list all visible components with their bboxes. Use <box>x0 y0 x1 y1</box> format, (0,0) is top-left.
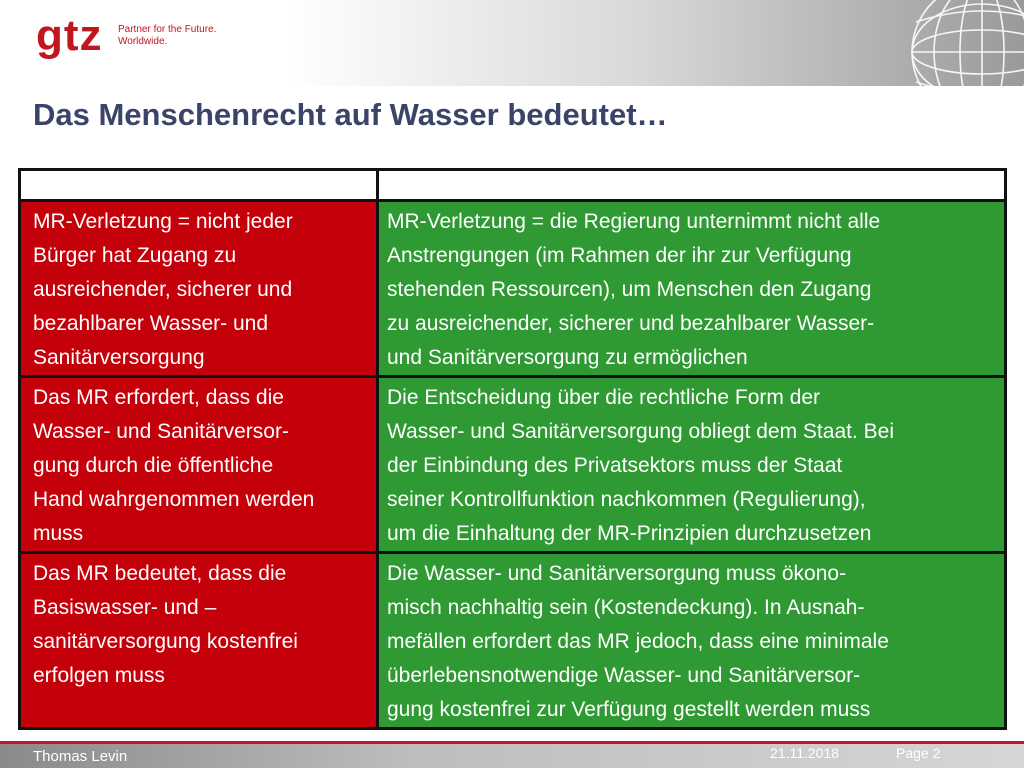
table-row <box>20 553 1006 729</box>
cell-text-line: ausreichender, sicherer und <box>33 278 293 301</box>
misconception-cell <box>20 553 378 729</box>
cell-text-line: MR-Verletzung = nicht jeder <box>33 210 293 233</box>
cell-text-line: Wasser- und Sanitärversorgung obliegt dem Staat. Bei <box>387 420 894 443</box>
tagline-line-2: Worldwide. <box>118 36 168 47</box>
footer-author: Thomas Levin <box>33 748 128 765</box>
cell-text-line: Die Wasser- und Sanitärversorgung muss ökono- <box>387 562 847 585</box>
cell-text-line: erfolgen muss <box>33 664 165 687</box>
slide-footer <box>0 744 1024 768</box>
cell-text-line: und Sanitärversorgung zu ermöglichen <box>387 346 748 369</box>
footer-page-number: Page 2 <box>896 745 941 761</box>
cell-text-line: um die Einhaltung der MR-Prinzipien durchzusetzen <box>387 522 872 545</box>
header-cell-right <box>378 170 1006 201</box>
table-row <box>20 201 1006 377</box>
cell-text-line: Hand wahrgenommen werden <box>33 488 315 511</box>
tagline-line-1: Partner for the Future. <box>118 24 217 35</box>
cell-text-line: Anstrengungen (im Rahmen der ihr zur Verfügung <box>387 244 852 267</box>
footer-date: 21.11.2018 <box>770 745 840 761</box>
cell-text-line: Sanitärversorgung <box>33 346 205 369</box>
logo-tagline <box>118 24 216 48</box>
cell-text-line: mefällen erfordert das MR jedoch, dass eine minimale <box>387 630 889 653</box>
misconception-cell <box>20 201 378 377</box>
correct-meaning-cell <box>378 377 1006 553</box>
slide-header <box>0 0 1024 86</box>
cell-text-line: sanitärversorgung kostenfrei <box>33 630 298 653</box>
cell-text-line: gung durch die öffentliche <box>33 454 274 477</box>
cell-text-line: muss <box>33 522 84 545</box>
cell-text-line: misch nachhaltig sein (Kostendeckung). In Ausnah- <box>387 596 865 619</box>
cell-text-line: Das MR bedeutet, dass die <box>33 562 287 585</box>
cell-text-line: Basiswasser- und – <box>33 596 217 619</box>
cell-text-line: Die Entscheidung über die rechtliche Form der <box>387 386 821 409</box>
cell-text-line: Bürger hat Zugang zu <box>33 244 237 267</box>
cell-text-line: stehenden Ressourcen), um Menschen den Zugang <box>387 278 872 301</box>
cell-text-line: bezahlbarer Wasser- und <box>33 312 268 335</box>
cell-text-line: Das MR erfordert, dass die <box>33 386 284 409</box>
comparison-table <box>18 168 1004 721</box>
gtz-logo: gtz <box>36 11 103 60</box>
correct-meaning-cell <box>378 553 1006 729</box>
header-cell-left <box>20 170 378 201</box>
slide-title: Das Menschenrecht auf Wasser bedeutet… <box>33 97 668 132</box>
table-header-row <box>20 170 1006 201</box>
misconception-cell <box>20 377 378 553</box>
table-row <box>20 377 1006 553</box>
cell-text-line: Wasser- und Sanitärversor- <box>33 420 289 443</box>
cell-text-line: seiner Kontrollfunktion nachkommen (Regulierung), <box>387 488 866 511</box>
globe-icon <box>896 0 1024 86</box>
cell-text-line: überlebensnotwendige Wasser- und Sanitärversor- <box>387 664 861 687</box>
correct-meaning-cell <box>378 201 1006 377</box>
cell-text-line: zu ausreichender, sicherer und bezahlbarer Wasser- <box>387 312 875 335</box>
cell-text-line: gung kostenfrei zur Verfügung gestellt werden muss <box>387 698 871 721</box>
cell-text-line: der Einbindung des Privatsektors muss der Staat <box>387 454 843 477</box>
cell-text-line: MR-Verletzung = die Regierung unternimmt nicht alle <box>387 210 881 233</box>
